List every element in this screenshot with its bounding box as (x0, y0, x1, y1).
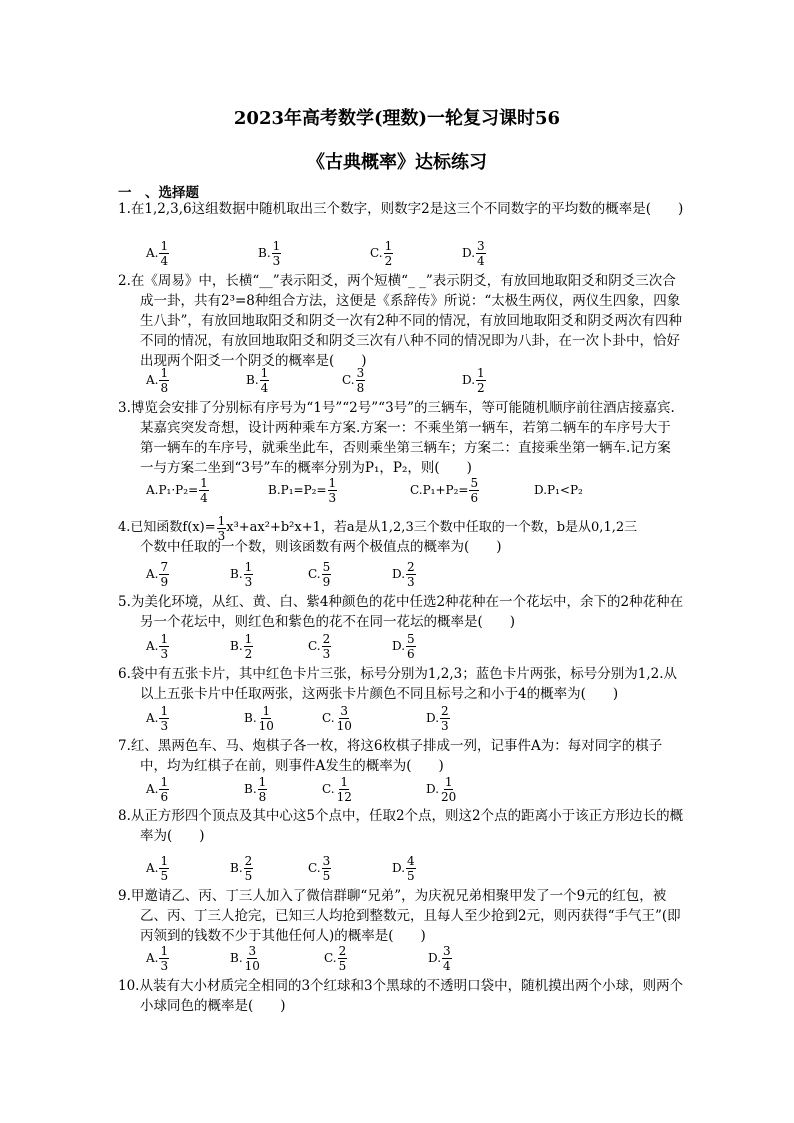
option-c: C. $\frac{3}{5}$ (308, 853, 331, 883)
question-8 (118, 806, 684, 846)
question-3 (118, 398, 684, 478)
question-5 (118, 592, 684, 632)
option-a: A. $\frac{1}{3}$ (146, 703, 169, 733)
option-b: B. $\frac{1}{3}$ (230, 559, 253, 589)
question-2 (118, 271, 684, 371)
page-subtitle: 《古典概率》达标练习 (307, 152, 487, 173)
question-text: 2.在《周易》中，长横“__”表示阳爻，两个短横“_ _”表示阴爻，有放回地取阳爻和阴爻三次合成一卦，共有2³=8种组合方法，这便是《系辞传》所说：“太极生两仪，两仪生四象，四象生八卦”，有放回地取阳爻和阴爻一次有2种不同的情况，有放回地取阳爻和阴爻两次有四种不同的情况，有放回地取阳爻和阴爻三次有八种不同的情况即为八卦，在一次卜卦中，恰好出现两个阳爻一个阴爻的概率是( ) (118, 273, 682, 369)
question-text: 8.从正方形四个顶点及其中心这5个点中，任取2个点，则这2个点的距离小于该正方形边长的概率为( ) (118, 808, 684, 844)
option-c: C. $\frac{1}{12}$ (322, 774, 352, 804)
question-10 (118, 976, 684, 1016)
option-c: C.P₁+P₂= $\frac{5}{6}$ (410, 475, 479, 505)
option-b: B. $\frac{1}{8}$ (244, 774, 267, 804)
option-c: C. $\frac{1}{2}$ (370, 238, 393, 268)
option-a: A.P₁·P₂= $\frac{1}{4}$ (146, 475, 208, 505)
option-d: D. $\frac{2}{3}$ (392, 559, 415, 589)
question-4: 4.已知函数f(x)= $\frac{1}{3}$ x³+ax²+b²x+1，若a是从1,2,3三个数中任取的一个数，b是从0,1,2三 (118, 513, 638, 543)
option-d: D. $\frac{1}{20}$ (426, 774, 457, 804)
question-text: 7.红、黑两色车、马、炮棋子各一枚，将这6枚棋子排成一列，记事件A为：每对同字的棋子中，均为红棋子在前，则事件A发生的概率为( ) (118, 738, 663, 774)
question-text: 10.从装有大小材质完全相同的3个红球和3个黑球的不透明口袋中，随机摸出两个小球，则两个小球同色的概率是( ) (118, 978, 684, 1014)
question-6 (118, 664, 684, 704)
option-a: A. $\frac{1}{5}$ (146, 853, 169, 883)
option-d: D.P₁<P₂ (534, 483, 583, 497)
question-text: 9.甲邀请乙、丙、丁三人加入了微信群聊“兄弟”，为庆祝兄弟相聚甲发了一个9元的红包，被乙、丙、丁三人抢完，已知三人均抢到整数元，且每人至少抢到2元，则丙获得“手气王”(即丙领到的钱数不少于其他任何人)的概率是( ) (118, 888, 681, 944)
option-c: C. $\frac{2}{3}$ (308, 631, 331, 661)
page-title: 2023年高考数学(理数)一轮复习课时56 (233, 108, 561, 129)
option-a: A. $\frac{1}{8}$ (146, 365, 169, 395)
option-d: D. $\frac{5}{6}$ (392, 631, 415, 661)
option-b: B. $\frac{3}{10}$ (230, 943, 260, 973)
question-4-cont: 个数中任取的一个数，则该函数有两个极值点的概率为( ) (140, 539, 502, 555)
option-d: D. $\frac{4}{5}$ (392, 853, 415, 883)
question-text: 5.为美化环境，从红、黄、白、紫4种颜色的花中任选2种花种在一个花坛中，余下的2种花种在另一个花坛中，则红色和紫色的花不在同一花坛的概率是( ) (118, 594, 684, 630)
option-c: C. $\frac{5}{9}$ (308, 559, 331, 589)
option-a: A. $\frac{1}{6}$ (146, 774, 169, 804)
option-b: B. $\frac{1}{4}$ (246, 365, 269, 395)
option-b: B.P₁=P₂= $\frac{1}{3}$ (268, 475, 337, 505)
option-d: D. $\frac{1}{2}$ (462, 365, 485, 395)
option-a: A. $\frac{1}{4}$ (146, 238, 169, 268)
option-d: D. $\frac{3}{4}$ (428, 943, 451, 973)
option-b: B. $\frac{1}{10}$ (244, 703, 274, 733)
option-c: C. $\frac{3}{8}$ (342, 365, 365, 395)
question-1 (118, 199, 684, 219)
option-b: B. $\frac{1}{3}$ (258, 238, 281, 268)
question-9 (118, 886, 684, 946)
question-text: 6.袋中有五张卡片，其中红色卡片三张，标号分别为1,2,3；蓝色卡片两张，标号分别为1,2.从以上五张卡片中任取两张，这两张卡片颜色不同且标号之和小于4的概率为( ) (118, 666, 677, 702)
section-heading: 一 、选择题 (118, 185, 199, 201)
question-text: 1.在1,2,3,6这组数据中随机取出三个数字，则数字2是这三个不同数字的平均数的概率是( ) (118, 201, 684, 217)
option-c: C. $\frac{3}{10}$ (322, 703, 352, 733)
option-d: D. $\frac{3}{4}$ (462, 238, 485, 268)
question-7 (118, 736, 684, 776)
option-b: B. $\frac{1}{2}$ (230, 631, 253, 661)
question-text: 3.博览会安排了分别标有序号为“1号”“2号”“3号”的三辆车，等可能随机顺序前往酒店接嘉宾.某嘉宾突发奇想，设计两种乘车方案.方案一：不乘坐第一辆车，若第二辆车的车序号大于第一辆车的车序号，就乘坐此车，否则乘坐第三辆车；方案二：直接乘坐第一辆车.记方案一与方案二坐到“3号”车的概率分别为P₁，P₂，则( ) (118, 400, 675, 476)
option-d: D. $\frac{2}{3}$ (426, 703, 449, 733)
option-a: A. $\frac{1}{3}$ (146, 943, 169, 973)
option-b: B. $\frac{2}{5}$ (230, 853, 253, 883)
option-a: A. $\frac{1}{3}$ (146, 631, 169, 661)
option-a: A. $\frac{7}{9}$ (146, 559, 169, 589)
option-c: C. $\frac{2}{5}$ (324, 943, 347, 973)
